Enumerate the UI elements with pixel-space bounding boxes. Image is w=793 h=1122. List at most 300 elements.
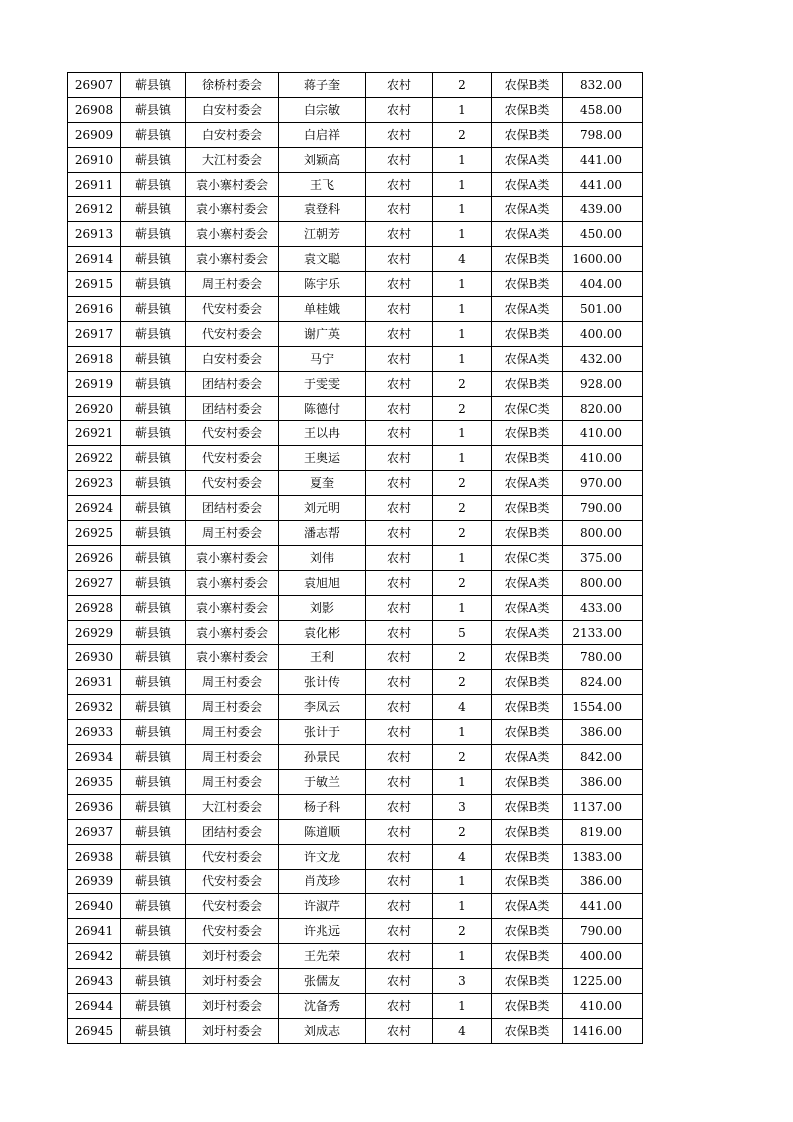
cell-village: 团结村委会	[186, 371, 279, 396]
cell-area: 农村	[366, 222, 433, 247]
cell-count: 1	[433, 869, 492, 894]
cell-village: 袁小寨村委会	[186, 247, 279, 272]
cell-amount: 441.00	[563, 894, 643, 919]
cell-type: 农保A类	[492, 172, 563, 197]
cell-town: 蕲县镇	[121, 346, 186, 371]
cell-type: 农保A类	[492, 595, 563, 620]
table-row	[68, 695, 643, 720]
cell-town: 蕲县镇	[121, 745, 186, 770]
cell-count: 2	[433, 73, 492, 98]
cell-area: 农村	[366, 745, 433, 770]
cell-type: 农保A类	[492, 297, 563, 322]
cell-type: 农保A类	[492, 222, 563, 247]
cell-area: 农村	[366, 521, 433, 546]
cell-village: 周王村委会	[186, 670, 279, 695]
cell-type: 农保A类	[492, 471, 563, 496]
cell-area: 农村	[366, 471, 433, 496]
cell-village: 白安村委会	[186, 122, 279, 147]
cell-amount: 450.00	[563, 222, 643, 247]
cell-area: 农村	[366, 769, 433, 794]
cell-village: 大江村委会	[186, 794, 279, 819]
cell-id: 26920	[68, 396, 121, 421]
cell-count: 2	[433, 471, 492, 496]
cell-area: 农村	[366, 670, 433, 695]
cell-type: 农保B类	[492, 695, 563, 720]
cell-id: 26914	[68, 247, 121, 272]
cell-amount: 1137.00	[563, 794, 643, 819]
cell-village: 白安村委会	[186, 97, 279, 122]
cell-village: 袁小寨村委会	[186, 172, 279, 197]
cell-type: 农保B类	[492, 794, 563, 819]
cell-name: 陈道顺	[279, 819, 366, 844]
cell-town: 蕲县镇	[121, 695, 186, 720]
cell-name: 孙景民	[279, 745, 366, 770]
cell-type: 农保A类	[492, 894, 563, 919]
cell-name: 白宗敏	[279, 97, 366, 122]
cell-area: 农村	[366, 919, 433, 944]
cell-type: 农保B类	[492, 944, 563, 969]
cell-village: 周王村委会	[186, 769, 279, 794]
cell-id: 26937	[68, 819, 121, 844]
cell-amount: 1554.00	[563, 695, 643, 720]
cell-name: 沈备秀	[279, 993, 366, 1018]
table-row	[68, 321, 643, 346]
cell-id: 26909	[68, 122, 121, 147]
cell-name: 张儒友	[279, 969, 366, 994]
cell-count: 5	[433, 620, 492, 645]
cell-count: 4	[433, 695, 492, 720]
cell-type: 农保B类	[492, 993, 563, 1018]
table-row	[68, 570, 643, 595]
cell-name: 陈宇乐	[279, 272, 366, 297]
cell-id: 26913	[68, 222, 121, 247]
cell-id: 26921	[68, 421, 121, 446]
cell-count: 1	[433, 595, 492, 620]
cell-id: 26916	[68, 297, 121, 322]
cell-count: 2	[433, 570, 492, 595]
cell-village: 白安村委会	[186, 346, 279, 371]
cell-village: 代安村委会	[186, 446, 279, 471]
table-row	[68, 272, 643, 297]
table-body	[68, 73, 643, 1044]
cell-amount: 439.00	[563, 197, 643, 222]
cell-area: 农村	[366, 944, 433, 969]
table-row	[68, 645, 643, 670]
cell-count: 1	[433, 894, 492, 919]
cell-area: 农村	[366, 247, 433, 272]
cell-amount: 410.00	[563, 993, 643, 1018]
cell-town: 蕲县镇	[121, 197, 186, 222]
cell-village: 周王村委会	[186, 272, 279, 297]
cell-town: 蕲县镇	[121, 172, 186, 197]
cell-name: 袁登科	[279, 197, 366, 222]
cell-name: 谢广英	[279, 321, 366, 346]
cell-amount: 1383.00	[563, 844, 643, 869]
cell-village: 周王村委会	[186, 521, 279, 546]
cell-town: 蕲县镇	[121, 819, 186, 844]
cell-id: 26923	[68, 471, 121, 496]
cell-village: 袁小寨村委会	[186, 595, 279, 620]
cell-count: 1	[433, 446, 492, 471]
cell-id: 26936	[68, 794, 121, 819]
cell-amount: 386.00	[563, 769, 643, 794]
cell-name: 张计传	[279, 670, 366, 695]
table-row	[68, 297, 643, 322]
cell-area: 农村	[366, 297, 433, 322]
cell-type: 农保C类	[492, 545, 563, 570]
cell-count: 1	[433, 944, 492, 969]
cell-type: 农保A类	[492, 745, 563, 770]
cell-type: 农保B类	[492, 496, 563, 521]
cell-name: 王先荣	[279, 944, 366, 969]
cell-village: 刘圩村委会	[186, 944, 279, 969]
cell-name: 陈德付	[279, 396, 366, 421]
cell-id: 26934	[68, 745, 121, 770]
cell-name: 王飞	[279, 172, 366, 197]
cell-type: 农保B类	[492, 645, 563, 670]
cell-amount: 441.00	[563, 172, 643, 197]
cell-type: 农保B类	[492, 122, 563, 147]
table-row	[68, 396, 643, 421]
cell-amount: 386.00	[563, 869, 643, 894]
table-row	[68, 346, 643, 371]
cell-name: 袁化彬	[279, 620, 366, 645]
cell-amount: 790.00	[563, 496, 643, 521]
cell-count: 1	[433, 321, 492, 346]
cell-id: 26917	[68, 321, 121, 346]
cell-area: 农村	[366, 73, 433, 98]
cell-area: 农村	[366, 695, 433, 720]
cell-count: 1	[433, 545, 492, 570]
cell-type: 农保B类	[492, 919, 563, 944]
cell-town: 蕲县镇	[121, 371, 186, 396]
cell-town: 蕲县镇	[121, 794, 186, 819]
cell-id: 26935	[68, 769, 121, 794]
cell-count: 1	[433, 720, 492, 745]
table-row	[68, 894, 643, 919]
cell-amount: 800.00	[563, 570, 643, 595]
cell-id: 26926	[68, 545, 121, 570]
cell-amount: 928.00	[563, 371, 643, 396]
cell-count: 2	[433, 745, 492, 770]
cell-count: 4	[433, 1018, 492, 1043]
cell-village: 刘圩村委会	[186, 1018, 279, 1043]
cell-count: 2	[433, 919, 492, 944]
cell-name: 刘元明	[279, 496, 366, 521]
cell-village: 袁小寨村委会	[186, 620, 279, 645]
cell-area: 农村	[366, 844, 433, 869]
cell-town: 蕲县镇	[121, 620, 186, 645]
cell-town: 蕲县镇	[121, 944, 186, 969]
cell-amount: 842.00	[563, 745, 643, 770]
table-row	[68, 97, 643, 122]
table-row	[68, 745, 643, 770]
cell-type: 农保B类	[492, 1018, 563, 1043]
cell-id: 26918	[68, 346, 121, 371]
cell-type: 农保B类	[492, 247, 563, 272]
cell-name: 于敏兰	[279, 769, 366, 794]
cell-id: 26941	[68, 919, 121, 944]
cell-village: 周王村委会	[186, 745, 279, 770]
cell-village: 周王村委会	[186, 695, 279, 720]
cell-name: 肖茂珍	[279, 869, 366, 894]
table-row	[68, 421, 643, 446]
cell-name: 张计于	[279, 720, 366, 745]
cell-area: 农村	[366, 147, 433, 172]
table-row	[68, 147, 643, 172]
cell-name: 刘伟	[279, 545, 366, 570]
cell-amount: 1225.00	[563, 969, 643, 994]
cell-type: 农保B类	[492, 321, 563, 346]
table-row	[68, 769, 643, 794]
cell-name: 马宁	[279, 346, 366, 371]
cell-name: 于雯雯	[279, 371, 366, 396]
table-row	[68, 794, 643, 819]
cell-id: 26940	[68, 894, 121, 919]
cell-area: 农村	[366, 894, 433, 919]
cell-id: 26910	[68, 147, 121, 172]
cell-count: 3	[433, 794, 492, 819]
cell-town: 蕲县镇	[121, 769, 186, 794]
cell-amount: 819.00	[563, 819, 643, 844]
cell-type: 农保A类	[492, 147, 563, 172]
cell-id: 26911	[68, 172, 121, 197]
table-row	[68, 446, 643, 471]
cell-area: 农村	[366, 321, 433, 346]
cell-id: 26919	[68, 371, 121, 396]
cell-town: 蕲县镇	[121, 222, 186, 247]
cell-area: 农村	[366, 421, 433, 446]
cell-count: 2	[433, 371, 492, 396]
cell-town: 蕲县镇	[121, 73, 186, 98]
cell-town: 蕲县镇	[121, 570, 186, 595]
cell-type: 农保B类	[492, 670, 563, 695]
cell-id: 26929	[68, 620, 121, 645]
cell-count: 2	[433, 396, 492, 421]
cell-area: 农村	[366, 122, 433, 147]
cell-village: 代安村委会	[186, 297, 279, 322]
cell-village: 代安村委会	[186, 321, 279, 346]
cell-id: 26930	[68, 645, 121, 670]
cell-area: 农村	[366, 595, 433, 620]
table-row	[68, 471, 643, 496]
cell-id: 26938	[68, 844, 121, 869]
cell-type: 农保B类	[492, 869, 563, 894]
cell-id: 26928	[68, 595, 121, 620]
table-row	[68, 819, 643, 844]
cell-area: 农村	[366, 197, 433, 222]
cell-amount: 375.00	[563, 545, 643, 570]
cell-name: 刘成志	[279, 1018, 366, 1043]
cell-amount: 432.00	[563, 346, 643, 371]
cell-count: 3	[433, 969, 492, 994]
cell-count: 2	[433, 521, 492, 546]
cell-town: 蕲县镇	[121, 247, 186, 272]
cell-town: 蕲县镇	[121, 97, 186, 122]
cell-count: 1	[433, 272, 492, 297]
cell-count: 1	[433, 97, 492, 122]
cell-village: 刘圩村委会	[186, 993, 279, 1018]
cell-name: 单桂娥	[279, 297, 366, 322]
cell-id: 26915	[68, 272, 121, 297]
cell-count: 1	[433, 222, 492, 247]
cell-town: 蕲县镇	[121, 471, 186, 496]
cell-type: 农保B类	[492, 819, 563, 844]
cell-count: 1	[433, 297, 492, 322]
cell-type: 农保B类	[492, 769, 563, 794]
cell-village: 袁小寨村委会	[186, 545, 279, 570]
cell-count: 1	[433, 172, 492, 197]
cell-id: 26927	[68, 570, 121, 595]
cell-amount: 824.00	[563, 670, 643, 695]
cell-town: 蕲县镇	[121, 446, 186, 471]
table-row	[68, 122, 643, 147]
cell-name: 潘志帮	[279, 521, 366, 546]
cell-amount: 820.00	[563, 396, 643, 421]
table-row	[68, 620, 643, 645]
cell-area: 农村	[366, 993, 433, 1018]
cell-village: 徐桥村委会	[186, 73, 279, 98]
cell-count: 4	[433, 844, 492, 869]
cell-amount: 410.00	[563, 446, 643, 471]
cell-id: 26939	[68, 869, 121, 894]
cell-id: 26925	[68, 521, 121, 546]
table-row	[68, 247, 643, 272]
cell-amount: 2133.00	[563, 620, 643, 645]
cell-count: 2	[433, 122, 492, 147]
cell-town: 蕲县镇	[121, 496, 186, 521]
cell-id: 26908	[68, 97, 121, 122]
table-row	[68, 371, 643, 396]
cell-count: 1	[433, 769, 492, 794]
table-row	[68, 545, 643, 570]
cell-type: 农保B类	[492, 73, 563, 98]
cell-amount: 404.00	[563, 272, 643, 297]
cell-id: 26942	[68, 944, 121, 969]
cell-type: 农保B类	[492, 97, 563, 122]
cell-name: 袁文聪	[279, 247, 366, 272]
cell-name: 王利	[279, 645, 366, 670]
cell-count: 1	[433, 346, 492, 371]
cell-area: 农村	[366, 346, 433, 371]
benefit-table	[67, 72, 643, 1044]
cell-amount: 458.00	[563, 97, 643, 122]
cell-village: 袁小寨村委会	[186, 222, 279, 247]
cell-amount: 798.00	[563, 122, 643, 147]
cell-village: 团结村委会	[186, 396, 279, 421]
cell-count: 1	[433, 993, 492, 1018]
cell-amount: 441.00	[563, 147, 643, 172]
cell-type: 农保B类	[492, 371, 563, 396]
cell-village: 袁小寨村委会	[186, 570, 279, 595]
cell-village: 代安村委会	[186, 471, 279, 496]
table-row	[68, 844, 643, 869]
cell-type: 农保A类	[492, 620, 563, 645]
cell-area: 农村	[366, 1018, 433, 1043]
cell-name: 刘颖高	[279, 147, 366, 172]
cell-count: 4	[433, 247, 492, 272]
table-row	[68, 969, 643, 994]
cell-amount: 1416.00	[563, 1018, 643, 1043]
table-row	[68, 670, 643, 695]
cell-town: 蕲县镇	[121, 894, 186, 919]
cell-area: 农村	[366, 496, 433, 521]
cell-type: 农保B类	[492, 969, 563, 994]
cell-name: 白启祥	[279, 122, 366, 147]
cell-town: 蕲县镇	[121, 595, 186, 620]
table-row	[68, 720, 643, 745]
table-row	[68, 73, 643, 98]
cell-amount: 400.00	[563, 321, 643, 346]
cell-id: 26907	[68, 73, 121, 98]
cell-id: 26943	[68, 969, 121, 994]
cell-id: 26933	[68, 720, 121, 745]
cell-id: 26924	[68, 496, 121, 521]
cell-area: 农村	[366, 570, 433, 595]
table-row	[68, 595, 643, 620]
table-row	[68, 919, 643, 944]
cell-town: 蕲县镇	[121, 993, 186, 1018]
cell-town: 蕲县镇	[121, 122, 186, 147]
cell-town: 蕲县镇	[121, 720, 186, 745]
cell-amount: 1600.00	[563, 247, 643, 272]
cell-amount: 832.00	[563, 73, 643, 98]
cell-amount: 410.00	[563, 421, 643, 446]
cell-type: 农保B类	[492, 720, 563, 745]
cell-type: 农保A类	[492, 570, 563, 595]
cell-id: 26932	[68, 695, 121, 720]
cell-village: 团结村委会	[186, 496, 279, 521]
cell-area: 农村	[366, 969, 433, 994]
cell-area: 农村	[366, 396, 433, 421]
cell-amount: 386.00	[563, 720, 643, 745]
cell-area: 农村	[366, 620, 433, 645]
cell-count: 2	[433, 819, 492, 844]
cell-count: 1	[433, 421, 492, 446]
cell-name: 江朝芳	[279, 222, 366, 247]
cell-town: 蕲县镇	[121, 645, 186, 670]
cell-town: 蕲县镇	[121, 272, 186, 297]
cell-area: 农村	[366, 645, 433, 670]
cell-id: 26931	[68, 670, 121, 695]
table-row	[68, 222, 643, 247]
cell-area: 农村	[366, 371, 433, 396]
cell-village: 袁小寨村委会	[186, 645, 279, 670]
cell-town: 蕲县镇	[121, 969, 186, 994]
cell-name: 杨子科	[279, 794, 366, 819]
table-row	[68, 993, 643, 1018]
table-row	[68, 521, 643, 546]
cell-count: 1	[433, 147, 492, 172]
table-row	[68, 1018, 643, 1043]
cell-type: 农保B类	[492, 421, 563, 446]
cell-name: 蒋子奎	[279, 73, 366, 98]
cell-village: 代安村委会	[186, 869, 279, 894]
cell-village: 代安村委会	[186, 894, 279, 919]
cell-amount: 800.00	[563, 521, 643, 546]
cell-name: 许文龙	[279, 844, 366, 869]
cell-area: 农村	[366, 545, 433, 570]
cell-village: 团结村委会	[186, 819, 279, 844]
cell-town: 蕲县镇	[121, 396, 186, 421]
cell-id: 26945	[68, 1018, 121, 1043]
cell-type: 农保B类	[492, 446, 563, 471]
cell-amount: 780.00	[563, 645, 643, 670]
cell-amount: 790.00	[563, 919, 643, 944]
table-row	[68, 172, 643, 197]
cell-town: 蕲县镇	[121, 297, 186, 322]
cell-name: 王奥运	[279, 446, 366, 471]
